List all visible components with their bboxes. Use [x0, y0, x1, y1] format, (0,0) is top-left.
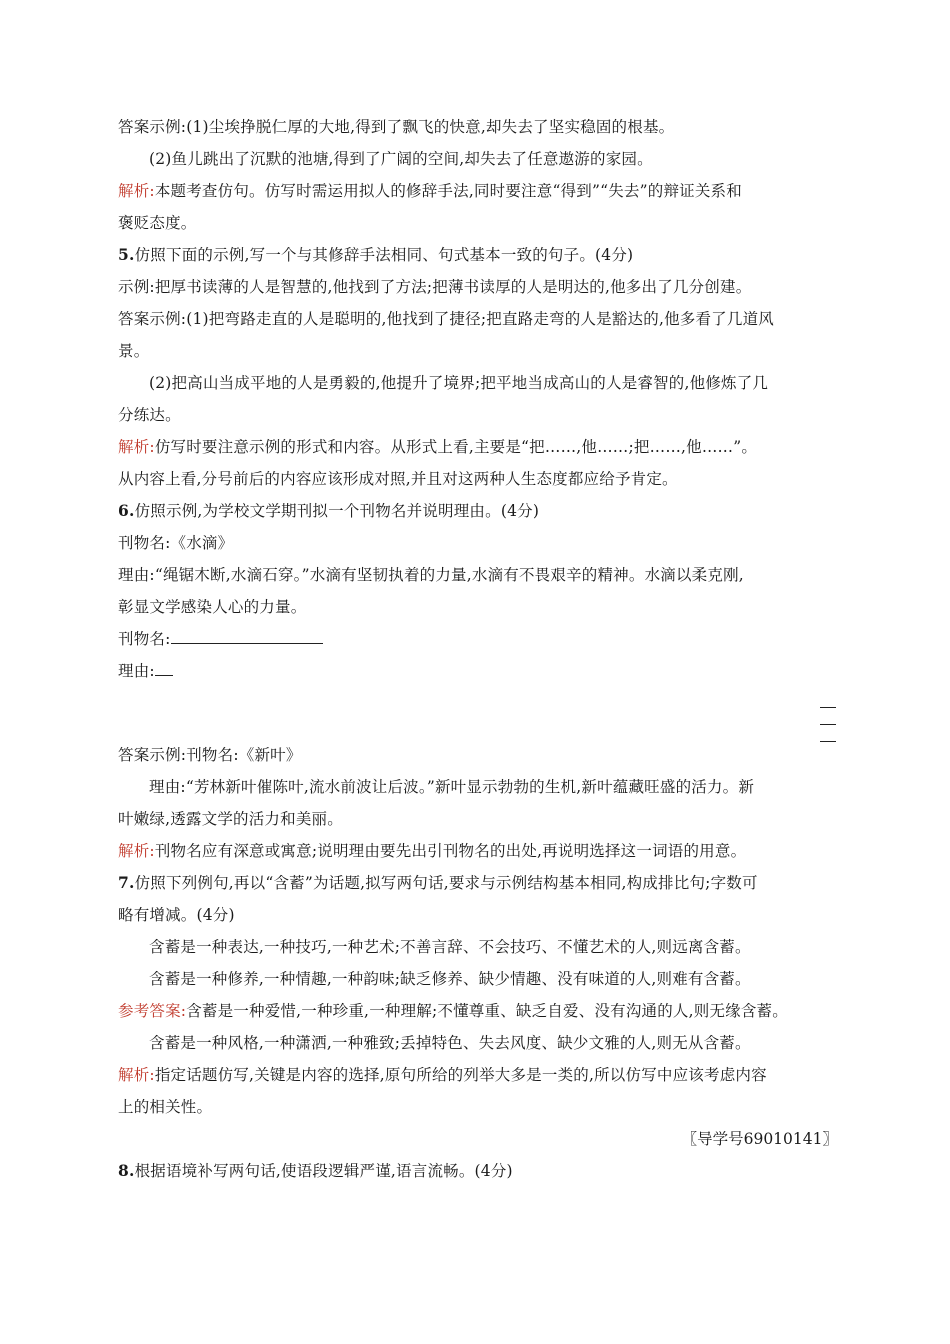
q5-analysis-line-1: 解析:仿写时要注意示例的形式和内容。从形式上看,主要是“把……,他……;把……,他……”。 — [118, 438, 758, 456]
q7-question-1: 7.仿照下列例句,再以“含蓄”为话题,拟写两句话,要求与示例结构基本相同,构成排比句;字数可 — [118, 873, 758, 892]
analysis-label: 解析: — [118, 1066, 155, 1084]
answer-label: 答案示例: — [118, 310, 187, 328]
question-number: 6. — [118, 501, 135, 520]
q6-example-name: 刊物名:《水滴》 — [118, 534, 234, 552]
analysis-label: 解析: — [118, 438, 155, 456]
question-number: 7. — [118, 873, 135, 892]
q6-answer-reason-1: 理由:“芳林新叶催陈叶,流水前波让后波。”新叶显示勃勃的生机,新叶蕴藏旺盛的活力。新 — [149, 778, 755, 796]
reason-answer-blank[interactable] — [155, 661, 173, 676]
analysis-label: 解析: — [118, 842, 155, 860]
reference-answer-label: 参考答案: — [118, 1002, 187, 1020]
q7-example-2: 含蓄是一种修养,一种情趣,一种韵味;缺乏修养、缺少情趣、没有味道的人,则难有含蓄。 — [149, 970, 751, 988]
q5-answer-line-4: 分练达。 — [118, 406, 181, 424]
q7-analysis-line-2: 上的相关性。 — [118, 1098, 213, 1116]
q4-answer-line-2: (2)鱼儿跳出了沉默的池塘,得到了广阔的空间,却失去了任意遨游的家园。 — [149, 150, 653, 168]
q5-answer-line-2: 景。 — [118, 342, 150, 360]
q4-answer-line-1: 答案示例:(1)尘埃挣脱仁厚的大地,得到了飘飞的快意,却失去了坚实稳固的根基。 — [118, 118, 675, 136]
q6-example-reason-2: 彰显文学感染人心的力量。 — [118, 598, 307, 616]
q6-question: 6.仿照示例,为学校文学期刊拟一个刊物名并说明理由。(4分) — [118, 501, 540, 520]
q7-reference-2: 含蓄是一种风格,一种潇洒,一种雅致;丢掉特色、失去风度、缺少文雅的人,则无从含蓄。 — [149, 1034, 751, 1052]
q4-analysis-line-1: 解析:本题考查仿句。仿写时需运用拟人的修辞手法,同时要注意“得到”“失去”的辩证关系和 — [118, 182, 742, 200]
guide-number: 〖导学号69010141〗 — [681, 1130, 838, 1148]
q6-blank-reason-line: 理由: — [118, 660, 838, 682]
name-answer-blank[interactable] — [171, 629, 323, 644]
analysis-label: 解析: — [118, 182, 155, 200]
q5-answer-line-3: (2)把高山当成平地的人是勇毅的,他提升了境界;把平地当成高山的人是睿智的,他修炼了几 — [149, 374, 769, 392]
answer-label: 答案示例: — [118, 746, 187, 764]
question-number: 8. — [118, 1161, 135, 1180]
q5-answer-line-1: 答案示例:(1)把弯路走直的人是聪明的,他找到了捷径;把直路走弯的人是豁达的,他多看了几道风 — [118, 310, 774, 328]
q5-analysis-line-2: 从内容上看,分号前后的内容应该形成对照,并且对这两种人生态度都应给予肯定。 — [118, 470, 678, 488]
q6-analysis: 解析:刊物名应有深意或寓意;说明理由要先出引刊物名的出处,再说明选择这一词语的用意。 — [118, 842, 747, 860]
answer-label: 答案示例: — [118, 118, 187, 136]
q5-example: 示例:把厚书读薄的人是智慧的,他找到了方法;把薄书读厚的人是明达的,他多出了几分创建。 — [118, 278, 752, 296]
q7-reference-1: 参考答案:含蓄是一种爱惜,一种珍重,一种理解;不懂尊重、缺乏自爱、没有沟通的人,则无缘含蓄。 — [118, 1002, 788, 1020]
question-number: 5. — [118, 245, 135, 264]
q7-example-1: 含蓄是一种表达,一种技巧,一种艺术;不善言辞、不会技巧、不懂艺术的人,则远离含蓄。 — [149, 938, 751, 956]
q7-question-2: 略有增减。(4分) — [118, 906, 235, 924]
answer-blank-line — [820, 741, 836, 742]
q4-analysis-line-2: 褒贬态度。 — [118, 214, 197, 232]
q6-blank-name-line: 刊物名: — [118, 628, 838, 650]
q6-answer-reason-2: 叶嫩绿,透露文学的活力和美丽。 — [118, 810, 343, 828]
q5-question: 5.仿照下面的示例,写一个与其修辞手法相同、句式基本一致的句子。(4分) — [118, 245, 634, 264]
answer-blank-line — [820, 724, 836, 725]
q6-answer-name: 答案示例:刊物名:《新叶》 — [118, 746, 302, 764]
answer-blank-line — [820, 707, 836, 708]
q7-analysis-line-1: 解析:指定话题仿写,关键是内容的选择,原句所给的列举大多是一类的,所以仿写中应该考虑内容 — [118, 1066, 767, 1084]
q6-example-reason-1: 理由:“绳锯木断,水滴石穿。”水滴有坚韧执着的力量,水滴有不畏艰辛的精神。水滴以柔克刚, — [118, 566, 744, 584]
q8-question: 8.根据语境补写两句话,使语段逻辑严谨,语言流畅。(4分) — [118, 1161, 513, 1180]
